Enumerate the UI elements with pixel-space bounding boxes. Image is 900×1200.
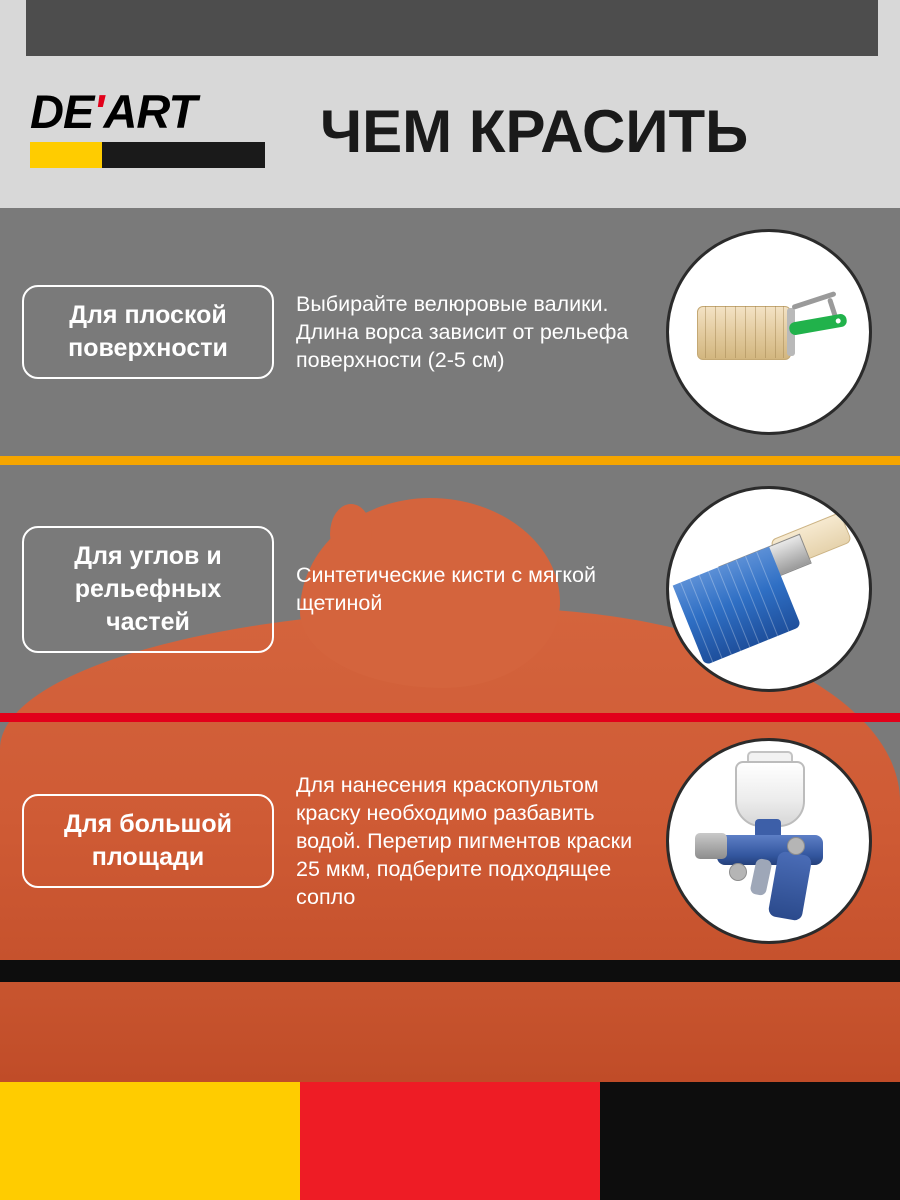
spray-gun-knob-rear: [787, 837, 805, 855]
brand-logo: [30, 87, 265, 177]
page-title: ЧЕМ КРАСИТЬ: [320, 98, 749, 165]
row-large-area: [0, 722, 900, 960]
row-1-label-pill: Для плоской поверхности: [22, 285, 274, 379]
footer-stripe-yellow: [0, 1082, 300, 1200]
content-area: [0, 208, 900, 960]
paint-roller-icon: [666, 229, 872, 435]
flag-seg-black: [102, 142, 265, 168]
divider-red: [0, 713, 900, 722]
row-3-label-pill: Для большой площади: [22, 794, 274, 888]
bottom-black-bar: [0, 960, 900, 982]
spray-gun-icon: [666, 738, 872, 944]
brand-logo-text: [30, 87, 196, 137]
bottom-paint-band: [0, 982, 900, 1082]
row-1-description: Выбирайте велюровые валики. Длина ворса зависит от рельефа поверхности (2-5 см): [296, 292, 629, 372]
top-strip: [0, 0, 900, 56]
header: [0, 56, 900, 208]
roller-handle: [788, 313, 847, 336]
top-strip-right-edge: [878, 0, 900, 56]
row-3-description: Для нанесения краскопультом краску необходимо разбавить водой. Перетир пигментов краски 25 мкм, подберите подходящее сопло: [296, 773, 633, 909]
brand-logo-de: DE: [30, 85, 94, 138]
brand-logo-art: ART: [103, 85, 197, 138]
roller-texture: [697, 306, 789, 358]
flag-seg-yellow: [30, 142, 102, 168]
footer-stripe-red: [300, 1082, 600, 1200]
brand-flag-icon: [30, 142, 265, 168]
divider-orange: [0, 456, 900, 465]
row-2-description: Синтетические кисти с мягкой щетиной: [296, 563, 596, 615]
row-corners-relief: [0, 465, 900, 713]
spray-gun-nozzle: [695, 833, 727, 859]
paint-brush-icon: [666, 486, 872, 692]
row-flat-surface: [0, 208, 900, 456]
brand-logo-apostrophe: ': [93, 85, 104, 138]
footer-stripe-black: [600, 1082, 900, 1200]
spray-gun-knob-front: [729, 863, 747, 881]
spray-gun-cup: [735, 761, 805, 827]
top-strip-left-edge: [0, 0, 26, 56]
footer-flag-stripes: [0, 1082, 900, 1200]
row-2-label-pill: Для углов и рельефных частей: [22, 526, 274, 653]
